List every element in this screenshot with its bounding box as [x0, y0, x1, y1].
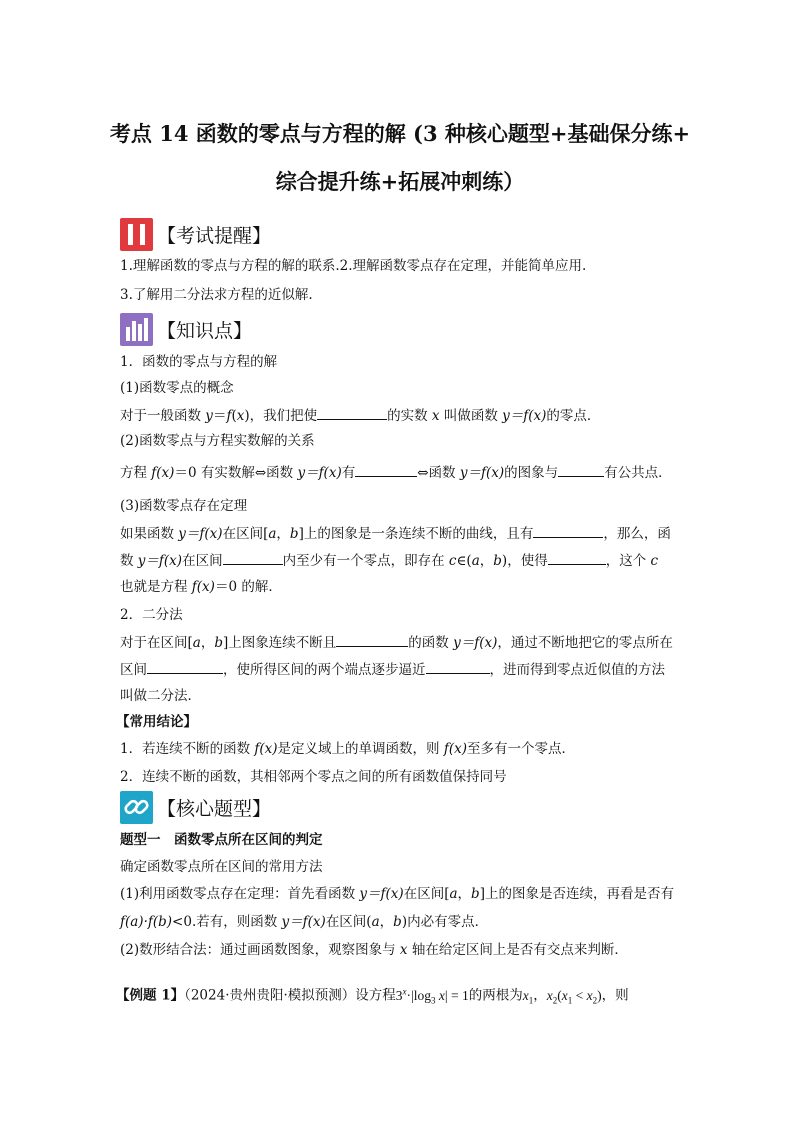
- text: 是定义域上的单调函数，则: [277, 741, 444, 757]
- text: c: [448, 553, 457, 569]
- section-header-knowledge: [120, 313, 252, 346]
- text: a: [268, 526, 277, 542]
- text: y＝f(x): [453, 635, 498, 651]
- text: ，进而得到零点近似值的方法: [489, 662, 665, 678]
- text: ，则: [601, 987, 629, 1004]
- fill-blank: [558, 462, 604, 477]
- fill-blank: [533, 523, 603, 538]
- theorem-line-2: [120, 550, 676, 571]
- text: 的两根为: [468, 987, 523, 1004]
- example-label: 【例题 1】: [116, 987, 185, 1004]
- method-2: [120, 940, 676, 960]
- section-label-knowledge: 【知识点】: [157, 320, 253, 342]
- x2-condition: $x_2(x_1 < x_2)$: [546, 987, 602, 1006]
- link-icon: [120, 791, 153, 824]
- text: 在区间[: [222, 526, 269, 542]
- section-label-reminder: 【考试提醒】: [157, 225, 272, 247]
- text: f(a)·f(b): [120, 914, 173, 930]
- text: 内至少有一个零点，即存在: [282, 553, 449, 569]
- text: ，这个: [605, 553, 651, 569]
- text: ，: [533, 987, 547, 1004]
- title-line-2: 综合提升练+拓展冲刺练）: [275, 169, 525, 194]
- reminder-line-1: 1.理解函数的零点与方程的解的联系.2.理解函数零点存在定理，并能简单应用.: [120, 258, 587, 274]
- text: f(x): [443, 741, 467, 757]
- type-1-heading: 题型一 函数零点所在区间的判定: [120, 832, 323, 848]
- text: ＝: [212, 408, 227, 424]
- bisection-line-2: [120, 659, 676, 680]
- text: ，: [200, 635, 215, 651]
- text: y＝f(x): [359, 886, 404, 902]
- text: y＝f(x): [459, 465, 505, 481]
- text: )，我们把使: [244, 408, 318, 424]
- fill-blank: [223, 550, 283, 565]
- text: y＝f(x): [137, 553, 183, 569]
- text: ＝0 的解．: [214, 579, 282, 595]
- theorem-line-3: [120, 577, 676, 597]
- text: 有: [341, 465, 356, 481]
- text: b: [393, 914, 402, 930]
- text: y＝f(x): [297, 465, 342, 481]
- text: f: [226, 408, 232, 424]
- text: 的图象与: [504, 465, 559, 481]
- bar-chart-icon: [120, 313, 153, 346]
- text: ＝0 有实数解⇔函数: [174, 465, 298, 481]
- text: (1)利用函数零点存在定理：首先看函数: [120, 886, 360, 902]
- zero-definition: [120, 405, 676, 426]
- text: ，那么，函: [603, 526, 671, 542]
- sub-existence-theorem: (3)函数零点存在定理: [120, 498, 248, 514]
- text: 至多有一个零点．: [467, 741, 575, 757]
- equation-formula: $3^x\cdot|\log_3$ x| = 1: [395, 986, 469, 1006]
- text: ，通过不断地把它的零点所在: [497, 635, 673, 651]
- text: a: [192, 635, 201, 651]
- text: a: [471, 553, 480, 569]
- fill-blank: [355, 462, 417, 477]
- text: x: [431, 408, 440, 424]
- heading-bisection: 2．二分法: [120, 607, 183, 623]
- text: 有公共点．: [604, 465, 672, 481]
- common-conclusions-title: 【常用结论】: [116, 714, 197, 730]
- text: ，: [457, 886, 472, 902]
- text: 1．若连续不断的函数: [120, 741, 255, 757]
- text: 在区间: [182, 553, 223, 569]
- text: 区间: [120, 662, 147, 678]
- zero-relation-text: [120, 462, 676, 483]
- text: y＝f(x): [281, 914, 326, 930]
- section-label-core: 【核心题型】: [157, 798, 272, 820]
- method-1-line-2: [120, 912, 676, 932]
- fill-blank: [426, 659, 490, 674]
- text: f(x): [151, 465, 175, 481]
- text: 对于一般函数: [120, 408, 206, 424]
- pause-bars-icon: [120, 218, 153, 251]
- fill-blank: [147, 659, 223, 674]
- text: ，: [479, 553, 494, 569]
- conclusion-2: 2．连续不断的函数，其相邻两个零点之间的所有函数值保持同号: [120, 769, 507, 785]
- text: <0.若有，则函数: [172, 914, 282, 930]
- text: 的零点．: [546, 408, 601, 424]
- section-header-core: [120, 791, 271, 824]
- text: b: [214, 635, 223, 651]
- text: 轴在给定区间上是否有交点来判断．: [407, 942, 628, 958]
- conclusion-1: [120, 739, 676, 759]
- method-title: 确定函数零点所在区间的常用方法: [120, 859, 323, 875]
- text: f(x): [191, 579, 215, 595]
- text: ⇔函数: [417, 465, 460, 481]
- theorem-line-1: [120, 523, 676, 544]
- text: a: [449, 886, 458, 902]
- text: ]上图象连续不断且: [223, 635, 337, 651]
- text: ∈(: [456, 553, 472, 569]
- page-title: [100, 110, 700, 206]
- text: (2)数形结合法：通过画函数图象，观察图象与: [120, 942, 400, 958]
- text: y＝f(x): [178, 526, 223, 542]
- text: 的函数: [408, 635, 454, 651]
- x1-symbol: $x_1$: [522, 987, 534, 1006]
- text: b: [493, 553, 502, 569]
- fill-blank: [548, 550, 606, 565]
- text: (: [231, 408, 237, 424]
- reminder-line-2: 3.了解用二分法求方程的近似解.: [120, 287, 313, 303]
- example-source: （2024·贵州贵阳·模拟预测）设方程: [184, 987, 396, 1004]
- text: ，: [379, 914, 394, 930]
- text: )内必有零点．: [401, 914, 489, 930]
- text: 方程: [120, 465, 152, 481]
- text: 对于在区间[: [120, 635, 193, 651]
- text: 的实数: [387, 408, 432, 424]
- text: ，: [276, 526, 290, 542]
- text: ]上的图象是否连续，再看是否有: [479, 886, 674, 902]
- text: b: [471, 886, 480, 902]
- text: 叫做函数: [439, 408, 503, 424]
- fill-blank: [336, 632, 408, 647]
- section-header-reminder: [120, 218, 271, 251]
- text: 如果函数: [120, 526, 179, 542]
- text: f(x): [254, 741, 278, 757]
- fill-blank: [317, 405, 387, 420]
- text: x: [236, 408, 245, 424]
- text: 在区间(: [325, 914, 372, 930]
- bisection-line-3: 叫做二分法．: [120, 688, 201, 704]
- text: )，使得: [501, 553, 548, 569]
- text: y: [205, 408, 213, 424]
- method-1-line-1: [120, 884, 676, 904]
- text: b: [289, 526, 299, 542]
- text: 也就是方程: [120, 579, 192, 595]
- text: a: [371, 914, 380, 930]
- text: x: [399, 942, 408, 958]
- text: ，使所得区间的两个端点逐步逼近: [223, 662, 426, 678]
- text: c: [650, 553, 659, 569]
- text: 数: [120, 553, 138, 569]
- title-line-1: 考点 14 函数的零点与方程的解 (3 种核心题型+基础保分练+: [109, 121, 691, 146]
- text: ]上的图象是一条连续不断的曲线，且有: [298, 526, 534, 542]
- bisection-line-1: [120, 632, 676, 653]
- sub-zero-concept: (1)函数零点的概念: [120, 380, 234, 396]
- heading-zero-and-equation: 1．函数的零点与方程的解: [120, 354, 278, 370]
- example-1: [116, 981, 672, 1010]
- sub-zero-relation: (2)函数零点与方程实数解的关系: [120, 433, 315, 449]
- text: y＝f(x): [502, 408, 547, 424]
- text: 在区间[: [403, 886, 450, 902]
